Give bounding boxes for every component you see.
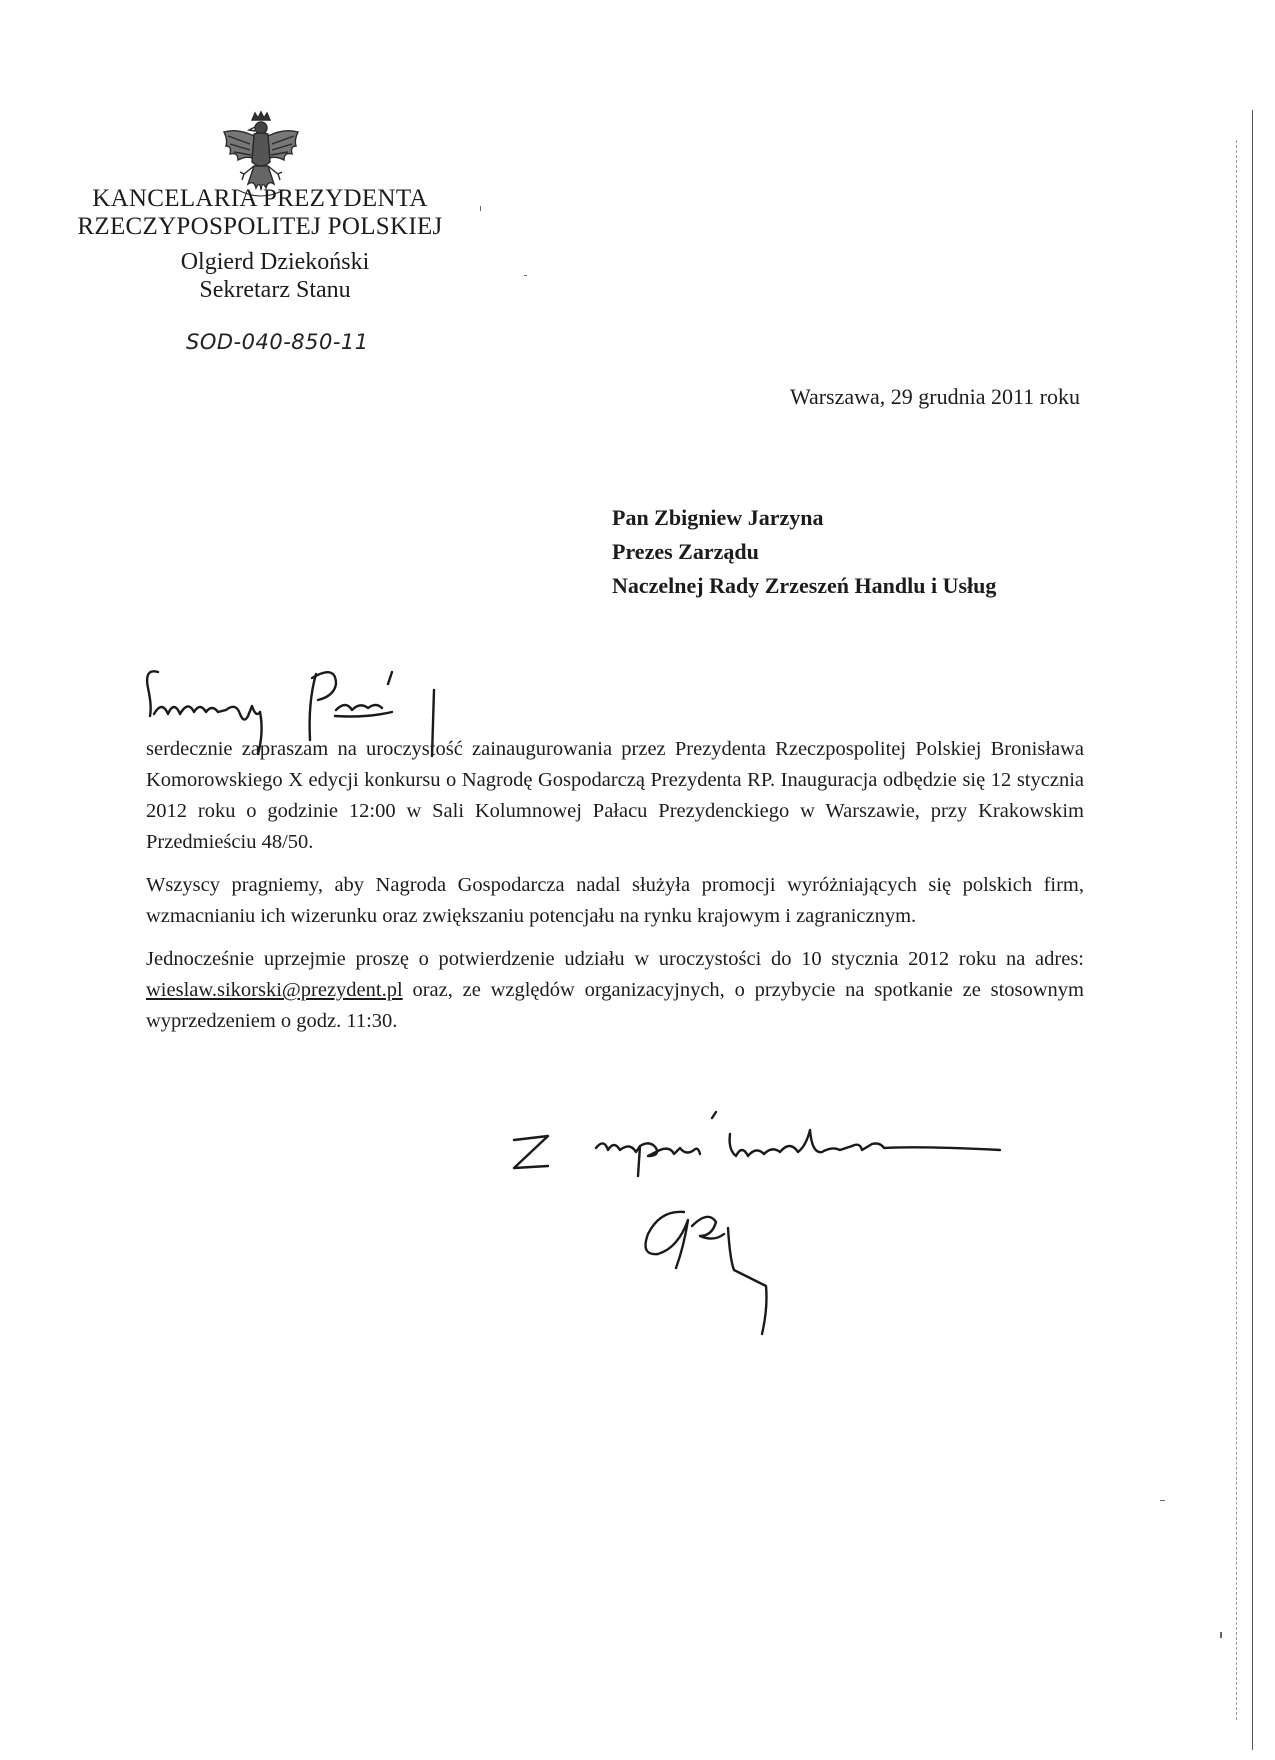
body-paragraph-invitation: serdecznie zapraszam na uroczystość zainaugurowania przez Prezydenta Rzeczpospolitej Polskiej Bronisława Komorowskiego X edycji konkursu o Nagrodę Gospodarczą Prezydenta RP. Inauguracja odbędzie się 12 stycznia 2012 roku o godzinie 12:00 w Sali Kolumnowej Pałacu Prezydenckiego w Warszawie, przy Krakowskim Przedmieściu 48/50. (146, 738, 1084, 853)
addressee-organization: Naczelnej Rady Zrzeszeń Handlu i Usług (612, 573, 997, 598)
body-paragraph-confirmation (146, 944, 1084, 1037)
confirmation-text-start: Jednocześnie uprzejmie proszę o potwierdzenie udziału w uroczystości do 10 stycznia 2012 roku na adres: (146, 948, 1084, 970)
addressee-name: Pan Zbigniew Jarzyna (612, 505, 824, 530)
addressee-position: Prezes Zarządu (612, 539, 759, 564)
sender-title: Sekretarz Stanu (199, 277, 351, 303)
scan-edge-line (1252, 110, 1253, 1750)
sender-name: Olgierd Dziekoński (180, 249, 370, 275)
scan-speck (1220, 1632, 1222, 1638)
signature (630, 1190, 790, 1340)
scan-edge-line-dashed (1236, 140, 1237, 1720)
scan-speck (480, 206, 481, 211)
letter-date: Warszawa, 29 grudnia 2011 roku (789, 384, 1080, 409)
scan-speck (524, 275, 527, 276)
institution-name-line2: RZECZYPOSPOLITEJ POLSKIEJ (77, 213, 443, 240)
scan-speck (1160, 1500, 1165, 1501)
institution-name-line1: KANCELARIA PREZYDENTA (92, 185, 428, 212)
handwritten-closing (500, 1110, 1020, 1190)
reference-number: SOD-040-850-11 (186, 330, 369, 354)
contact-email-link[interactable]: wieslaw.sikorski@prezydent.pl (146, 979, 403, 1001)
body-paragraph-purpose: Wszyscy pragniemy, aby Nagroda Gospodarcza nadal służyła promocji wyróżniających się polskich firm, wzmacnianiu ich wizerunku oraz zwiększaniu potencjału na rynku krajowym i zagranicznym. (146, 874, 1084, 927)
confirmation-text-end: oraz, ze względów organizacyjnych, o przybycie na spotkanie ze stosownym wyprzedzeniem o godz. 11:30. (146, 979, 1084, 1032)
